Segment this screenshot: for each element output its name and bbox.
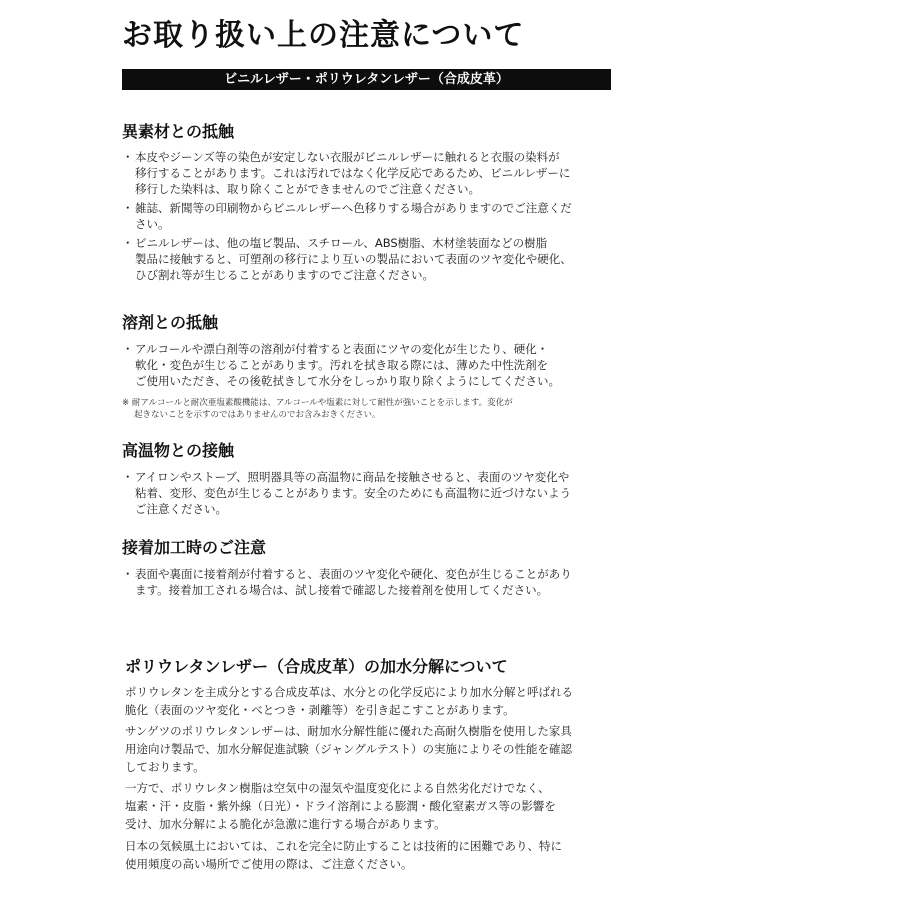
bullet-line: ご使用いただき、その後乾拭きして水分をしっかり取り除くようにしてください。 <box>135 374 561 388</box>
bullet-item <box>122 469 622 517</box>
hydrolysis-heading: ポリウレタンレザー（合成皮革）の加水分解について <box>125 657 508 676</box>
bullet-line: 本皮やジーンズ等の染色が安定しない衣服がビニルレザーに触れると衣服の染料が <box>135 150 560 164</box>
page-title: お取り扱い上の注意について <box>122 18 525 53</box>
paragraph-line: 用途向け製品で、加水分解促進試験（ジャングルテスト）の実施によりその性能を確認 <box>125 742 573 756</box>
hydrolysis-paragraph <box>125 779 556 833</box>
footnote <box>122 397 513 421</box>
paragraph-line: 塩素・汗・皮脂・紫外線（日光）・ドライ溶剤による膨潤・酸化窒素ガス等の影響を <box>125 799 556 813</box>
bullet-line: 雑誌、新聞等の印刷物からビニルレザーへ色移りする場合がありますのでご注意くだ <box>135 201 572 215</box>
bullet-line: アイロンやストーブ、照明器具等の高温物に商品を接触させると、表面のツヤ変化や <box>135 470 570 484</box>
bullet-line: さい。 <box>135 217 170 231</box>
bullet-mark: ・ <box>122 567 134 581</box>
bullet-list-hot-objects <box>122 469 622 520</box>
material-banner: ビニルレザー・ポリウレタンレザー（合成皮革） <box>122 69 611 90</box>
bullet-mark: ・ <box>122 470 134 484</box>
bullet-mark: ・ <box>122 201 134 215</box>
bullet-list-adhesive <box>122 566 622 601</box>
bullet-line: ご注意ください。 <box>135 502 227 516</box>
paragraph-line: 日本の気候風土においては、これを完全に防止することは技術的に困難であり、特に <box>125 839 562 853</box>
bullet-line: 製品に接触すると、可塑剤の移行により互いの製品において表面のツヤ変化や硬化、 <box>135 252 572 266</box>
paragraph-line: サンゲツのポリウレタンレザーは、耐加水分解性能に優れた高耐久樹脂を使用した家具 <box>125 724 572 738</box>
bullet-item <box>122 200 622 232</box>
bullet-mark: ・ <box>122 150 134 164</box>
bullet-line: 粘着、変形、変色が生じることがあります。安全のためにも高温物に近づけないよう <box>135 486 572 500</box>
bullet-mark: ・ <box>122 342 134 356</box>
bullet-item <box>122 149 622 197</box>
bullet-line: 表面や裏面に接着剤が付着すると、表面のツヤ変化や硬化、変色が生じることがあり <box>135 567 572 581</box>
section-heading-adhesive: 接着加工時のご注意 <box>122 538 267 557</box>
section-heading-other-materials: 異素材との抵触 <box>122 122 235 141</box>
footnote-line: 起きないことを示すのではありませんのでお含みおきください。 <box>134 410 381 420</box>
paragraph-line: 受け、加水分解による脆化が急激に進行する場合があります。 <box>125 817 446 831</box>
bullet-mark: ・ <box>122 236 134 250</box>
hydrolysis-paragraph <box>125 837 562 873</box>
bullet-item <box>122 566 622 598</box>
section-heading-hot-objects: 高温物との接触 <box>122 441 235 460</box>
section-heading-solvents: 溶剤との抵触 <box>122 313 219 332</box>
bullet-line: ひび割れ等が生じることがありますのでご注意ください。 <box>135 268 434 282</box>
bullet-list-solvents <box>122 341 622 392</box>
paragraph-line: しております。 <box>125 760 205 774</box>
hydrolysis-paragraph <box>125 722 572 776</box>
paragraph-line: 使用頻度の高い場所でご使用の際は、ご注意ください。 <box>125 857 413 871</box>
bullet-list-other-materials <box>122 149 622 286</box>
bullet-line: 移行した染料は、取り除くことができませんのでご注意ください。 <box>135 182 480 196</box>
bullet-line: 移行することがあります。これは汚れではなく化学反応であるため、ビニルレザーに <box>135 166 571 180</box>
paragraph-line: 一方で、ポリウレタン樹脂は空気中の湿気や温度変化による自然劣化だけでなく、 <box>125 781 550 795</box>
bullet-line: ます。接着加工される場合は、試し接着で確認した接着剤を使用してください。 <box>135 583 549 597</box>
bullet-line: ビニルレザーは、他の塩ビ製品、スチロール、ABS樹脂、木材塗装面などの樹脂 <box>135 236 548 250</box>
bullet-item <box>122 341 622 389</box>
hydrolysis-paragraph <box>125 683 573 719</box>
paragraph-line: ポリウレタンを主成分とする合成皮革は、水分との化学反応により加水分解と呼ばれる <box>125 685 574 699</box>
bullet-line: アルコールや漂白剤等の溶剤が付着すると表面にツヤの変化が生じたり、硬化・ <box>135 342 549 356</box>
bullet-item <box>122 235 622 283</box>
paragraph-line: 脆化（表面のツヤ変化・べとつき・剥離等）を引き起こすことがあります。 <box>125 703 515 717</box>
footnote-line: ※ 耐アルコールと耐次亜塩素酸機能は、アルコールや塩素に対して耐性が強いことを示します。変化が <box>122 398 513 408</box>
bullet-line: 軟化・変色が生じることがあります。汚れを拭き取る際には、薄めた中性洗剤を <box>135 358 549 372</box>
